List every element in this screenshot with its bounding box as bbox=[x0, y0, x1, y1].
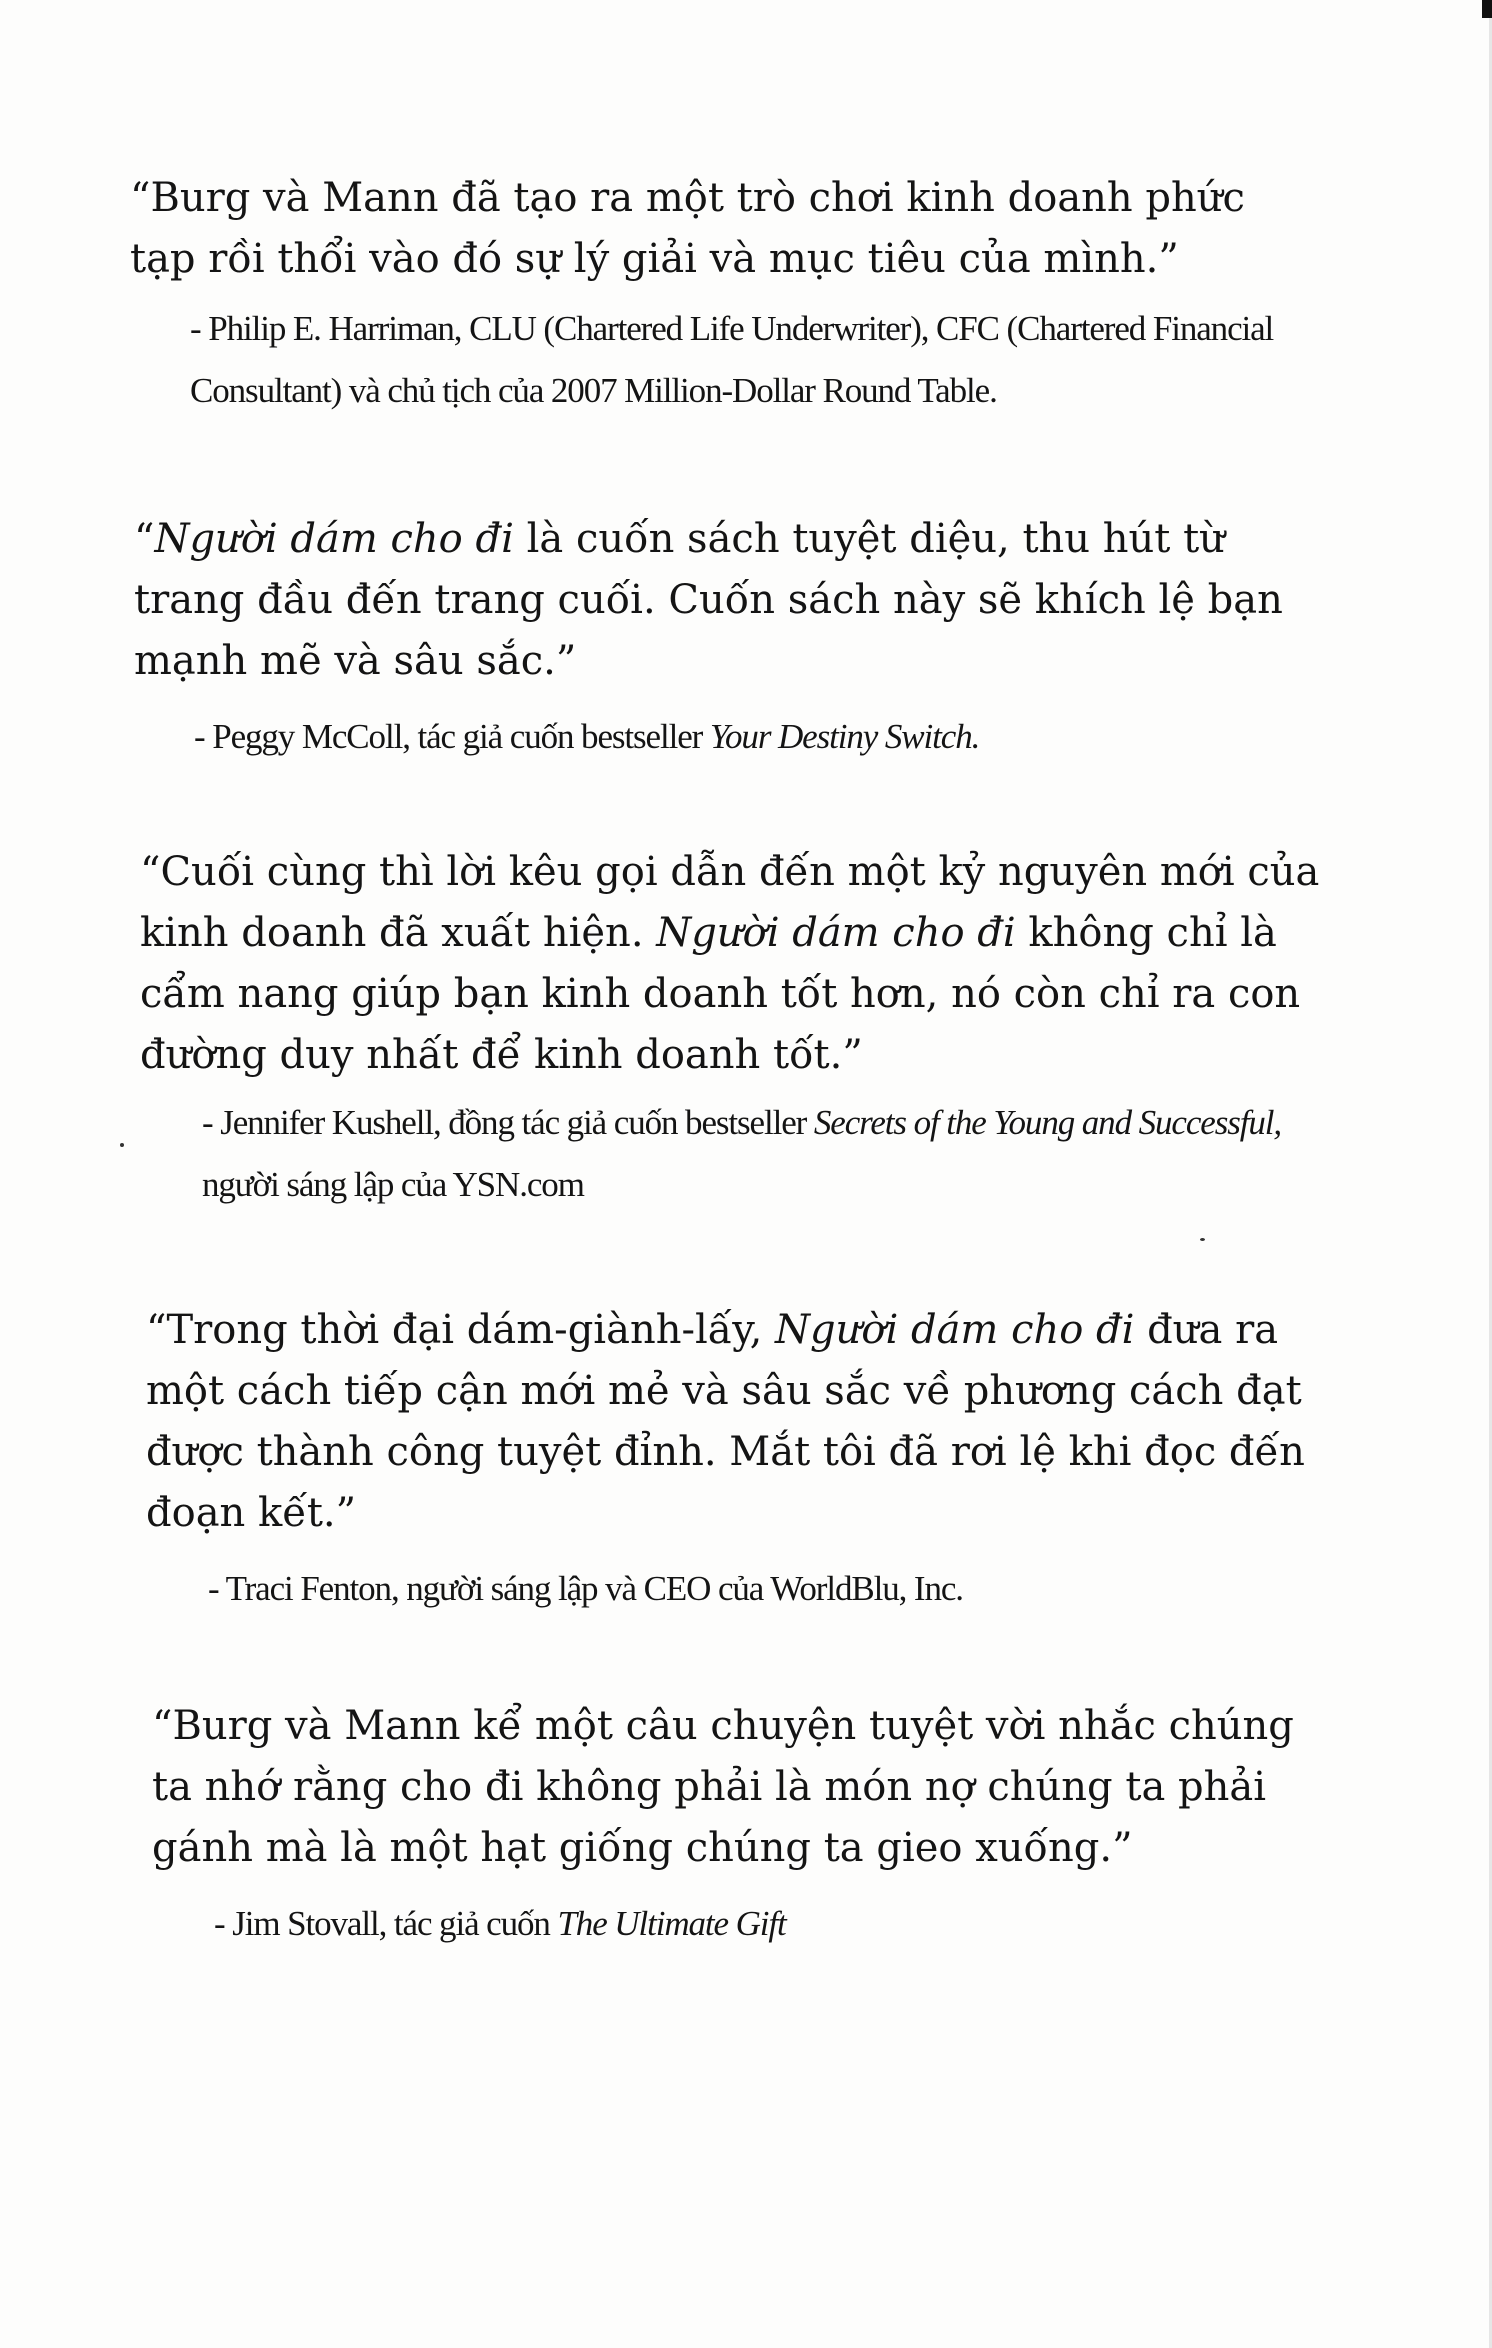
testimonial-quote bbox=[140, 842, 1330, 1086]
scan-speck bbox=[120, 1143, 124, 1147]
italic-title-text: Người dám cho đi bbox=[775, 1307, 1135, 1353]
italic-title-text: Người dám cho đi bbox=[656, 910, 1016, 956]
text-run: - Jennifer Kushell, đồng tác giả cuốn bestseller bbox=[202, 1103, 814, 1142]
text-run: “Burg và Mann đã tạo ra một trò chơi kinh doanh phức tạp rồi thổi vào đó sự lý giải và mục tiêu của mình.” bbox=[130, 175, 1245, 282]
text-run: không chỉ là cẩm nang giúp bạn kinh doanh tốt hơn, nó còn chỉ ra con đường duy nhất để kinh doanh tốt.” bbox=[140, 910, 1301, 1078]
text-run: “Burg và Mann kể một câu chuyện tuyệt vời nhắc chúng ta nhớ rằng cho đi không phải là món nợ chúng ta phải gánh mà là một hạt giống chúng ta gieo xuống.” bbox=[152, 1703, 1294, 1871]
italic-title-text: Your Destiny Switch. bbox=[709, 717, 980, 756]
testimonial-attribution bbox=[202, 1092, 1330, 1216]
testimonial-3 bbox=[140, 842, 1330, 1216]
italic-title-text: Secrets of the Young and Successful, bbox=[813, 1103, 1282, 1142]
text-run: - Traci Fenton, người sáng lập và CEO của WorldBlu, Inc. bbox=[208, 1569, 963, 1608]
text-run: đưa ra một cách tiếp cận mới mẻ và sâu sắc về phương cách đạt được thành công tuyệt đỉnh. Mắt tôi đã rơi lệ khi đọc đến đoạn kết.” bbox=[146, 1307, 1305, 1536]
testimonial-quote bbox=[152, 1696, 1342, 1879]
text-run: là cuốn sách tuyệt diệu, thu hút từ trang đầu đến trang cuối. Cuốn sách này sẽ khích lệ bạn mạnh mẽ và sâu sắc.” bbox=[134, 516, 1283, 684]
testimonial-attribution bbox=[208, 1558, 1336, 1620]
scan-speck bbox=[1200, 1238, 1205, 1241]
page-corner-mark bbox=[1482, 0, 1492, 18]
testimonial-4 bbox=[146, 1300, 1336, 1620]
text-run: - Jim Stovall, tác giả cuốn bbox=[214, 1904, 558, 1943]
testimonial-attribution bbox=[194, 706, 1324, 768]
testimonial-5 bbox=[152, 1696, 1342, 1955]
testimonial-quote bbox=[130, 168, 1320, 290]
text-run: “Trong thời đại dám-giành-lấy, bbox=[146, 1307, 776, 1353]
testimonial-2 bbox=[134, 509, 1324, 768]
testimonial-quote bbox=[146, 1300, 1336, 1544]
text-run: người sáng lập của YSN.com bbox=[202, 1165, 584, 1204]
testimonial-quote bbox=[134, 509, 1324, 692]
testimonial-attribution bbox=[214, 1893, 1342, 1955]
text-run: “ bbox=[134, 516, 155, 562]
text-run: “Cuối cùng thì lời kêu gọi dẫn đến một kỷ nguyên mới của kinh doanh đã xuất hiện. bbox=[140, 849, 1320, 956]
text-run: - Philip E. Harriman, CLU (Chartered Life Underwriter), CFC (Chartered Financial Consultant) và chủ tịch của 2007 Million-Dollar Round Table. bbox=[190, 309, 1274, 410]
testimonial-attribution bbox=[190, 298, 1320, 422]
italic-title-text: The Ultimate Gift bbox=[557, 1904, 786, 1943]
testimonial-1 bbox=[130, 168, 1320, 422]
italic-title-text: Người dám cho đi bbox=[154, 516, 514, 562]
text-run: - Peggy McColl, tác giả cuốn bestseller bbox=[194, 717, 710, 756]
